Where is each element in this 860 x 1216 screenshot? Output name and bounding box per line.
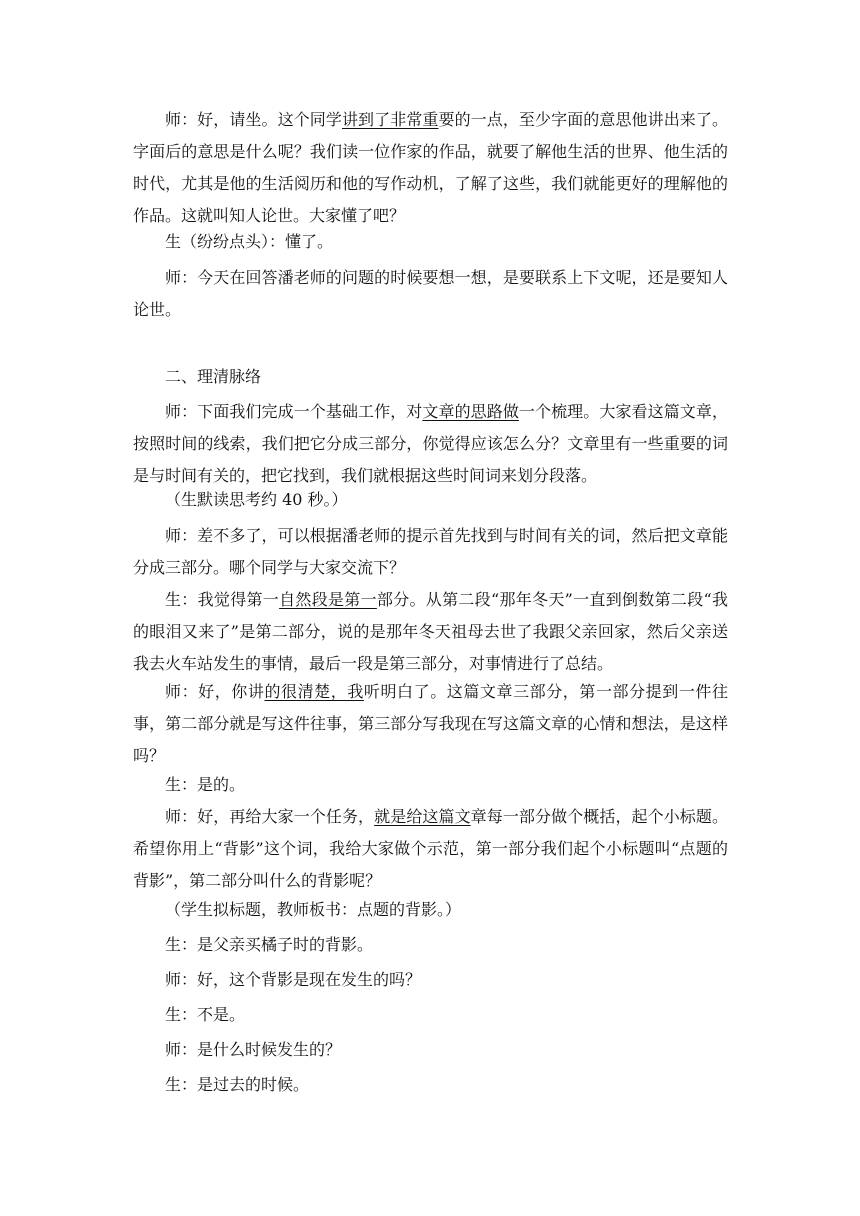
paragraph: 师：好，你讲的很清楚，我听明白了。这篇文章三部分，第一部分提到一件往事，第二部分就是写这件往事，第三部分写我现在写这篇文章的心情和想法，是这样吗？: [133, 682, 728, 765]
paragraph: 生：我觉得第一自然段是第一部分。从第二段“那年冬天”一直到倒数第二段“我的眼泪又来了”是第二部分，说的是那年冬天祖母去世了我跟父亲回家，然后父亲送我去火车站发生的事情，最后一段是第三部分，对事情进行了总结。: [133, 590, 728, 673]
section-heading: 二、理清脉络: [165, 367, 262, 386]
paragraph: （学生拟标题，教师板书：点题的背影。）: [165, 900, 462, 919]
underlined-text: 就是给这篇文: [374, 807, 471, 826]
paragraph: 师：是什么时候发生的？: [165, 1040, 342, 1059]
underlined-text: 文章的思路做: [422, 402, 519, 421]
paragraph: 师：差不多了，可以根据潘老师的提示首先找到与时间有关的词，然后把文章能分成三部分。哪个同学与大家交流下？: [133, 526, 728, 577]
underlined-text: 的很清楚，我: [264, 682, 364, 701]
paragraph: 师：今天在回答潘老师的问题的时候要想一想，是要联系上下文呢，还是要知人论世。: [133, 268, 728, 319]
paragraph: 师：好，这个背影是现在发生的吗？: [165, 970, 422, 989]
underlined-text: 自然段是第一: [279, 590, 377, 609]
paragraph: 生：是过去的时候。: [165, 1075, 310, 1094]
paragraph: 生：是父亲买橘子时的背影。: [165, 935, 374, 954]
underlined-text: 讲到了非常重: [341, 110, 439, 129]
paragraph: 生：不是。: [165, 1005, 246, 1024]
paragraph: （生默读思考约 40 秒。）: [165, 490, 348, 509]
paragraph: 生：是的。: [165, 775, 246, 794]
paragraph: 师：下面我们完成一个基础工作，对文章的思路做一个梳理。大家看这篇文章，按照时间的线索，我们把它分成三部分，你觉得应该怎么分？文章里有一些重要的词是与时间有关的，把它找到，我们就根据这些时间词来划分段落。: [133, 402, 728, 485]
paragraph: 生（纷纷点头）：懂了。: [165, 232, 334, 251]
paragraph: 师：好，请坐。这个同学讲到了非常重要的一点，至少字面的意思他讲出来了。字面后的意思是什么呢？我们读一位作家的作品，就要了解他生活的世界、他生活的时代，尤其是他的生活阅历和他的写作动机，了解了这些，我们就能更好的理解他的作品。这就叫知人论世。大家懂了吧？: [133, 110, 728, 225]
paragraph: 师：好，再给大家一个任务，就是给这篇文章每一部分做个概括，起个小标题。希望你用上“背影”这个词，我给大家做个示范，第一部分我们起个小标题叫“点题的背影”，第二部分叫什么的背影呢？: [133, 807, 728, 890]
